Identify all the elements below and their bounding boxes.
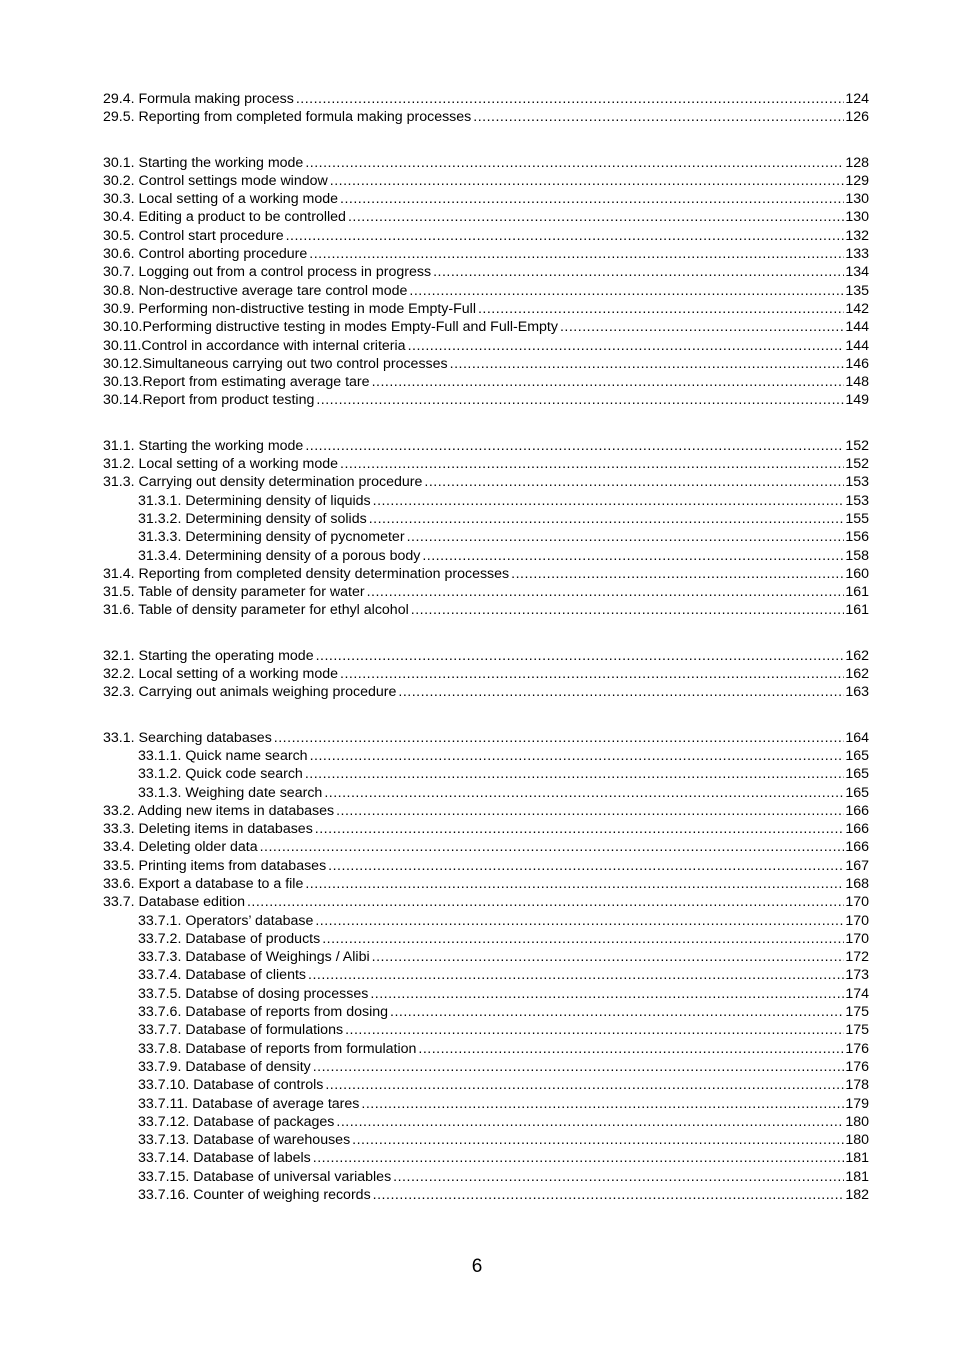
dot-leader: [322, 930, 844, 948]
toc-entry-page: 130: [845, 209, 869, 226]
dot-leader: [511, 565, 844, 583]
toc-entry-page: 180: [845, 1113, 869, 1130]
dot-leader: [424, 473, 844, 491]
dot-leader: [367, 583, 845, 601]
toc-entry-page: 178: [845, 1077, 869, 1094]
toc-entry[interactable]: [103, 802, 869, 820]
dot-leader: [478, 300, 844, 318]
toc-entry-page: 179: [845, 1095, 869, 1112]
dot-leader: [305, 154, 844, 172]
toc-entry-title: 33.7.8. Database of reports from formulation: [138, 1040, 417, 1057]
toc-entry-page: 174: [845, 985, 869, 1002]
toc-entry-page: 130: [845, 191, 869, 208]
toc-entry-page: 135: [845, 282, 869, 299]
toc-section: [103, 647, 869, 702]
toc-entry-title: 32.1. Starting the operating mode: [103, 647, 314, 664]
dot-leader: [330, 172, 845, 190]
dot-leader: [398, 683, 844, 701]
toc-entry[interactable]: [103, 337, 869, 355]
toc-entry-page: 181: [845, 1150, 869, 1167]
dot-leader: [408, 337, 845, 355]
toc-entry-title: 30.7. Logging out from a control process in progress: [103, 264, 432, 281]
toc-entry-title: 33.7.5. Databse of dosing processes: [138, 985, 369, 1002]
toc-entry-title: 30.10.Performing distructive testing in modes Empty-Full and Full-Empty: [103, 319, 558, 336]
toc-entry-title: 33.7.10. Database of controls: [138, 1077, 324, 1094]
dot-leader: [373, 1186, 845, 1204]
toc-entry-title: 33.1. Searching databases: [103, 729, 272, 746]
toc-subentry[interactable]: [103, 510, 869, 528]
toc-entry-title: 31.2. Local setting of a working mode: [103, 456, 339, 473]
dot-leader: [313, 1058, 845, 1076]
toc-entry[interactable]: [103, 227, 869, 245]
toc-entry-title: 33.7.11. Database of average tares: [138, 1095, 360, 1112]
dot-leader: [310, 747, 845, 765]
toc-entry-page: 152: [845, 437, 869, 454]
toc-entry-page: 144: [845, 337, 869, 354]
dot-leader: [274, 729, 845, 747]
dot-leader: [247, 893, 844, 911]
toc-entry-page: 161: [845, 602, 869, 619]
dot-leader: [316, 647, 845, 665]
toc-entry-page: 175: [845, 1004, 869, 1021]
dot-leader: [324, 784, 844, 802]
toc-entry[interactable]: [103, 455, 869, 473]
toc-section: [103, 154, 869, 410]
toc-entry-title: 33.4. Deleting older data: [103, 839, 258, 856]
dot-leader: [370, 985, 844, 1003]
toc-entry-title: 33.7.12. Database of packages: [138, 1113, 335, 1130]
toc-entry-title: 30.4. Editing a product to be controlled: [103, 209, 346, 226]
dot-leader: [305, 437, 844, 455]
toc-entry-title: 29.5. Reporting from completed formula making processes: [103, 109, 472, 126]
toc-entry-title: 31.3. Carrying out density determination procedure: [103, 474, 423, 491]
toc-entry-page: 128: [845, 154, 869, 171]
toc-entry[interactable]: [103, 820, 869, 838]
toc-entry[interactable]: [103, 683, 869, 701]
toc-entry-page: 146: [845, 355, 869, 372]
toc-subentry[interactable]: [103, 1021, 869, 1039]
toc-entry-page: 181: [845, 1168, 869, 1185]
toc-entry[interactable]: [103, 355, 869, 373]
table-of-contents: [103, 90, 869, 1231]
toc-entry[interactable]: [103, 190, 869, 208]
toc-entry-page: 148: [845, 374, 869, 391]
toc-entry-title: 31.3.3. Determining density of pycnometer: [138, 529, 405, 546]
toc-entry-page: 152: [845, 456, 869, 473]
toc-entry-title: 33.6. Export a database to a file: [103, 875, 304, 892]
dot-leader: [340, 455, 844, 473]
toc-entry-page: 144: [845, 319, 869, 336]
toc-subentry[interactable]: [103, 492, 869, 510]
toc-section: [103, 90, 869, 127]
toc-entry-title: 31.3.2. Determining density of solids: [138, 510, 367, 527]
toc-entry-page: 165: [845, 766, 869, 783]
toc-entry[interactable]: [103, 300, 869, 318]
toc-entry-title: 33.7.15. Database of universal variables: [138, 1168, 392, 1185]
toc-entry-page: 126: [845, 109, 869, 126]
toc-entry[interactable]: [103, 647, 869, 665]
toc-entry-title: 33.7.1. Operators’ database: [138, 912, 314, 929]
toc-entry[interactable]: [103, 154, 869, 172]
toc-entry[interactable]: [103, 90, 869, 108]
dot-leader: [422, 547, 844, 565]
toc-entry-page: 175: [845, 1022, 869, 1039]
dot-leader: [315, 912, 844, 930]
dot-leader: [361, 1095, 844, 1113]
dot-leader: [315, 820, 845, 838]
dot-leader: [313, 1149, 845, 1167]
toc-entry-title: 30.2. Control settings mode window: [103, 172, 328, 189]
toc-subentry[interactable]: [103, 1168, 869, 1186]
toc-entry-page: 163: [845, 684, 869, 701]
dot-leader: [473, 108, 844, 126]
toc-subentry[interactable]: [103, 912, 869, 930]
toc-entry[interactable]: [103, 893, 869, 911]
toc-entry-page: 162: [845, 666, 869, 683]
toc-entry[interactable]: [103, 172, 869, 190]
toc-entry-page: 167: [845, 857, 869, 874]
toc-subentry[interactable]: [103, 1131, 869, 1149]
toc-entry-page: 156: [845, 529, 869, 546]
dot-leader: [390, 1003, 844, 1021]
toc-entry-title: 30.1. Starting the working mode: [103, 154, 304, 171]
toc-entry-page: 166: [845, 839, 869, 856]
dot-leader: [348, 208, 844, 226]
toc-entry-page: 155: [845, 510, 869, 527]
toc-entry-title: 31.4. Reporting from completed density determination processes: [103, 565, 510, 582]
toc-subentry[interactable]: [103, 1003, 869, 1021]
toc-entry-title: 30.9. Performing non-distructive testing in mode Empty-Full: [103, 300, 476, 317]
toc-entry-page: 149: [845, 392, 869, 409]
toc-entry-page: 170: [845, 912, 869, 929]
toc-entry-title: 33.1.1. Quick name search: [138, 747, 308, 764]
dot-leader: [336, 1113, 844, 1131]
dot-leader: [325, 1076, 844, 1094]
toc-entry-title: 30.3. Local setting of a working mode: [103, 191, 339, 208]
toc-entry[interactable]: [103, 263, 869, 281]
toc-subentry[interactable]: [103, 747, 869, 765]
dot-leader: [340, 190, 844, 208]
toc-entry-page: 172: [845, 949, 869, 966]
toc-entry-title: 33.1.3. Weighing date search: [138, 784, 323, 801]
dot-leader: [345, 1021, 844, 1039]
toc-subentry[interactable]: [103, 1095, 869, 1113]
toc-subentry[interactable]: [103, 1076, 869, 1094]
toc-entry[interactable]: [103, 245, 869, 263]
toc-subentry[interactable]: [103, 948, 869, 966]
toc-subentry[interactable]: [103, 930, 869, 948]
toc-entry-title: 33.7.9. Database of density: [138, 1058, 311, 1075]
toc-entry-page: 158: [845, 547, 869, 564]
toc-entry-title: 33.7.3. Database of Weighings / Alibi: [138, 949, 370, 966]
dot-leader: [433, 263, 844, 281]
toc-entry-title: 33.7.2. Database of products: [138, 930, 321, 947]
dot-leader: [450, 355, 845, 373]
toc-entry-page: 124: [845, 91, 869, 107]
toc-subentry[interactable]: [103, 547, 869, 565]
toc-entry-page: 180: [845, 1132, 869, 1149]
toc-entry[interactable]: [103, 282, 869, 300]
dot-leader: [336, 802, 844, 820]
toc-entry-page: 165: [845, 747, 869, 764]
toc-entry-page: 142: [845, 300, 869, 317]
dot-leader: [296, 90, 845, 108]
toc-entry-title: 31.3.1. Determining density of liquids: [138, 492, 371, 509]
dot-leader: [372, 948, 845, 966]
dot-leader: [411, 601, 845, 619]
toc-entry-title: 33.5. Printing items from databases: [103, 857, 327, 874]
page-number: 6: [471, 1256, 483, 1277]
toc-entry-title: 33.7.7. Database of formulations: [138, 1022, 344, 1039]
toc-entry-title: 33.3. Deleting items in databases: [103, 821, 313, 838]
toc-entry-page: 129: [845, 172, 869, 189]
toc-entry-title: 30.8. Non-destructive average tare control mode: [103, 282, 408, 299]
toc-subentry[interactable]: [103, 784, 869, 802]
toc-subentry[interactable]: [103, 1040, 869, 1058]
toc-entry-title: 30.11.Control in accordance with internal criteria: [103, 337, 406, 354]
toc-entry[interactable]: [103, 565, 869, 583]
toc-entry-page: 164: [845, 729, 869, 746]
toc-entry-page: 160: [845, 565, 869, 582]
dot-leader: [409, 282, 844, 300]
toc-entry[interactable]: [103, 875, 869, 893]
toc-entry-title: 31.3.4. Determining density of a porous body: [138, 547, 421, 564]
toc-entry-title: 30.13.Report from estimating average tare: [103, 374, 370, 391]
toc-entry-title: 32.2. Local setting of a working mode: [103, 666, 339, 683]
toc-section: [103, 437, 869, 620]
toc-entry-title: 33.7.14. Database of labels: [138, 1150, 311, 1167]
toc-entry-page: 170: [845, 894, 869, 911]
toc-entry[interactable]: [103, 729, 869, 747]
toc-entry-page: 153: [845, 474, 869, 491]
toc-entry-title: 33.1.2. Quick code search: [138, 766, 303, 783]
toc-entry-title: 33.7.13. Database of warehouses: [138, 1132, 351, 1149]
dot-leader: [260, 838, 845, 856]
toc-entry[interactable]: [103, 857, 869, 875]
toc-entry[interactable]: [103, 583, 869, 601]
dot-leader: [340, 665, 844, 683]
toc-entry-title: 30.12.Simultaneous carrying out two control processes: [103, 355, 448, 372]
toc-entry-page: 182: [845, 1187, 869, 1204]
dot-leader: [286, 227, 845, 245]
toc-entry-page: 161: [845, 584, 869, 601]
dot-leader: [373, 492, 845, 510]
toc-entry-page: 165: [845, 784, 869, 801]
dot-leader: [305, 875, 844, 893]
toc-entry-page: 168: [845, 875, 869, 892]
toc-entry-page: 166: [845, 802, 869, 819]
toc-entry[interactable]: [103, 601, 869, 619]
toc-entry-title: 33.7.16. Counter of weighing records: [138, 1187, 371, 1204]
toc-entry[interactable]: [103, 838, 869, 856]
toc-entry-page: 170: [845, 930, 869, 947]
toc-entry-page: 173: [845, 967, 869, 984]
toc-entry[interactable]: [103, 473, 869, 491]
toc-entry-title: 32.3. Carrying out animals weighing procedure: [103, 684, 397, 701]
dot-leader: [418, 1040, 844, 1058]
toc-entry[interactable]: [103, 665, 869, 683]
toc-subentry[interactable]: [103, 966, 869, 984]
toc-entry-title: 29.4. Formula making process: [103, 91, 294, 107]
toc-entry[interactable]: [103, 208, 869, 226]
toc-entry-title: 30.6. Control aborting procedure: [103, 246, 308, 263]
toc-entry-title: 33.7. Database edition: [103, 894, 245, 911]
dot-leader: [309, 245, 844, 263]
toc-entry-page: 133: [845, 246, 869, 263]
dot-leader: [407, 528, 845, 546]
dot-leader: [393, 1168, 844, 1186]
toc-entry-page: 166: [845, 821, 869, 838]
toc-subentry[interactable]: [103, 1186, 869, 1204]
toc-subentry[interactable]: [103, 1149, 869, 1167]
dot-leader: [316, 391, 844, 409]
toc-entry[interactable]: [103, 318, 869, 336]
toc-section: [103, 729, 869, 1205]
toc-subentry[interactable]: [103, 985, 869, 1003]
dot-leader: [308, 966, 844, 984]
toc-subentry[interactable]: [103, 1113, 869, 1131]
toc-entry-page: 153: [845, 492, 869, 509]
toc-entry-title: 31.1. Starting the working mode: [103, 437, 304, 454]
toc-entry-page: 132: [845, 227, 869, 244]
toc-entry-title: 31.5. Table of density parameter for water: [103, 584, 365, 601]
toc-entry-page: 162: [845, 647, 869, 664]
toc-entry-title: 33.2. Adding new items in databases: [103, 802, 335, 819]
toc-entry-title: 33.7.6. Database of reports from dosing: [138, 1004, 388, 1021]
dot-leader: [369, 510, 845, 528]
toc-entry-title: 33.7.4. Database of clients: [138, 967, 306, 984]
toc-entry-page: 176: [845, 1058, 869, 1075]
toc-entry-title: 30.14.Report from product testing: [103, 392, 315, 409]
dot-leader: [372, 373, 845, 391]
toc-entry-title: 30.5. Control start procedure: [103, 227, 284, 244]
toc-entry-page: 176: [845, 1040, 869, 1057]
dot-leader: [328, 857, 844, 875]
toc-entry[interactable]: [103, 108, 869, 126]
dot-leader: [352, 1131, 844, 1149]
toc-entry[interactable]: [103, 391, 869, 409]
toc-entry-page: 134: [845, 264, 869, 281]
toc-entry[interactable]: [103, 437, 869, 455]
toc-subentry[interactable]: [103, 1058, 869, 1076]
toc-subentry[interactable]: [103, 528, 869, 546]
dot-leader: [560, 318, 844, 336]
toc-entry[interactable]: [103, 373, 869, 391]
toc-subentry[interactable]: [103, 765, 869, 783]
toc-entry-title: 31.6. Table of density parameter for ethyl alcohol: [103, 602, 409, 619]
dot-leader: [305, 765, 845, 783]
